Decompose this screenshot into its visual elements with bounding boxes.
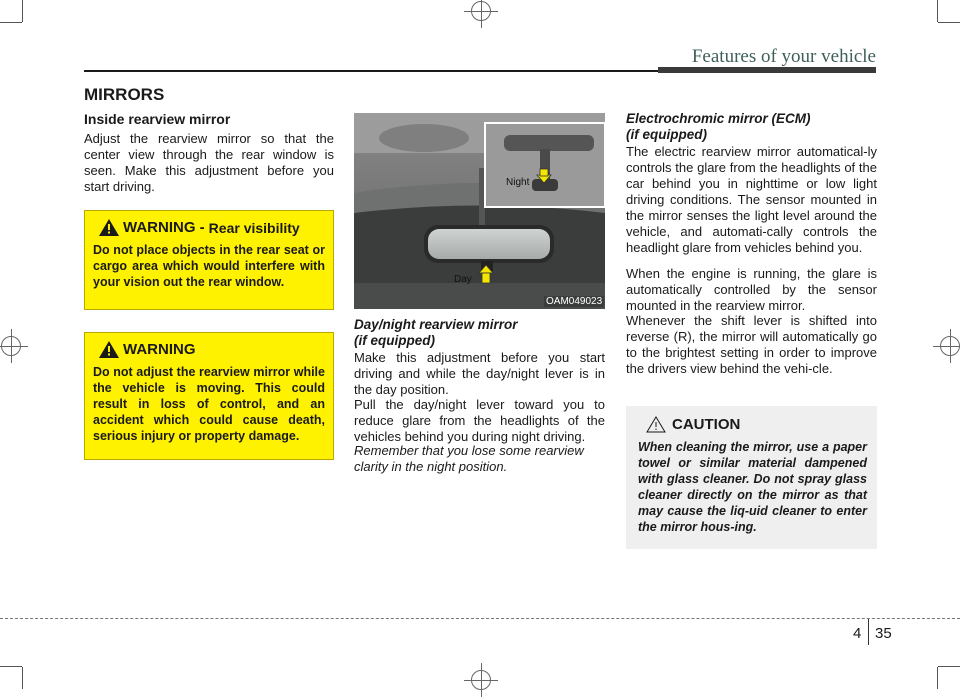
- crop-mark: [937, 0, 938, 22]
- warning-text: Do not place objects in the rear seat or cargo area which would interfere with your vision out the rear window.: [93, 243, 325, 289]
- warning-triangle-icon: [99, 341, 119, 358]
- image-code: OAM049023: [546, 296, 603, 307]
- crop-mark: [0, 666, 22, 667]
- warning-title-label: WARNING: [123, 341, 196, 358]
- registration-mark: [471, 670, 491, 690]
- crop-mark: [938, 666, 960, 667]
- warning-text: Do not adjust the rearview mirror while the vehicle is moving. This could result in loss of control, and an accident which could cause death, serious injury or property damage.: [93, 365, 325, 443]
- header-title: Features of your vehicle: [691, 46, 876, 67]
- warning-title-suffix: Rear visibility: [208, 219, 300, 236]
- caution-title: [646, 416, 867, 433]
- warning-title: [99, 341, 325, 358]
- day-night-paragraph-1: Make this adjustment before you start driving and while the day/night lever is in the day position.: [354, 350, 605, 397]
- day-night-heading-line2: (if equipped): [354, 333, 435, 348]
- warning-title: [99, 219, 325, 236]
- day-night-paragraph-2: Pull the day/night lever toward you to reduce glare from the headlights of the vehicles behind you during night driving.: [354, 397, 605, 444]
- ecm-paragraph-3: Whenever the shift lever is shifted into reverse (R), the mirror will automatically go to the brightest setting in order to improve the drivers view behind the vehi-cle.: [626, 313, 877, 376]
- mirror-illustration: [354, 113, 605, 309]
- caution-triangle-icon: [646, 416, 666, 433]
- caution-text: When cleaning the mirror, use a paper towel or similar material dampened with glass cleaner. Do not spray glass cleaner directly on the mirror as that may cause the liq-uid cleaner to enter the mirror hous-ing.: [638, 440, 867, 534]
- inside-mirror-heading: Inside rearview mirror: [84, 111, 231, 127]
- crop-mark: [22, 0, 23, 22]
- registration-mark: [940, 336, 960, 356]
- warning-title-label: WARNING -: [123, 219, 205, 236]
- caution-box: [626, 406, 877, 549]
- night-label: Night: [506, 177, 530, 188]
- caution-title-label: CAUTION: [672, 416, 741, 433]
- page-number: 35: [875, 625, 892, 642]
- day-night-heading-line1: Day/night rearview mirror: [354, 317, 518, 332]
- crop-mark: [938, 22, 960, 23]
- ecm-paragraph-2: When the engine is running, the glare is automatically controlled by the sensor mounted in the rearview mirror.: [626, 266, 877, 313]
- ecm-heading: [626, 111, 878, 143]
- ecm-heading-line2: (if equipped): [626, 127, 707, 142]
- day-label: Day: [454, 274, 472, 285]
- registration-mark: [471, 1, 491, 21]
- chapter-number: 4: [853, 625, 862, 642]
- ecm-heading-line1: Electrochromic mirror (ECM): [626, 111, 811, 126]
- rearview-mirror-photo: [354, 113, 605, 309]
- inside-mirror-paragraph: Adjust the rearview mirror so that the center view through the rear window is seen. Make this adjustment before you start driving.: [84, 131, 334, 194]
- registration-mark: [1, 336, 21, 356]
- header-accent-bar: [658, 67, 876, 73]
- warning-box-rear-visibility: [84, 210, 334, 310]
- warning-box-adjust-mirror: [84, 332, 334, 460]
- crop-mark: [937, 667, 938, 689]
- warning-triangle-icon: [99, 219, 119, 236]
- day-night-note: Remember that you lose some rearview clarity in the night position.: [354, 443, 584, 474]
- crop-mark: [0, 22, 22, 23]
- day-night-heading: [354, 317, 606, 349]
- section-title: MIRRORS: [84, 85, 165, 104]
- footer-rule: [0, 618, 960, 619]
- ecm-paragraph-1: The electric rearview mirror automatical-ly controls the glare from the headlights of the car behind you in nighttime or low light driving conditions. The sensor mounted in the mirror senses the light level around the vehicle, and automati-cally controls the headlight glare from vehicles behind you.: [626, 144, 877, 255]
- crop-mark: [22, 667, 23, 689]
- page-number-divider: [868, 619, 869, 645]
